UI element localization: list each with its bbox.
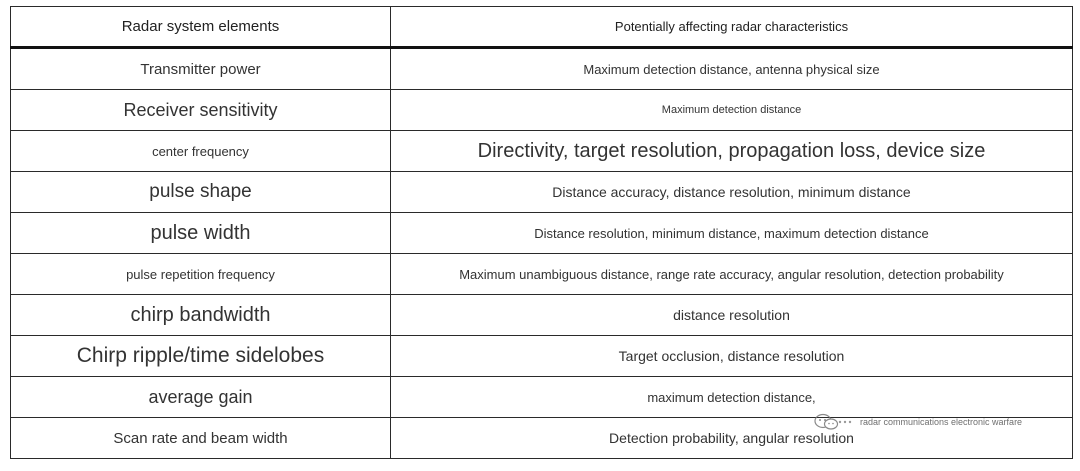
element-cell: average gain	[11, 377, 391, 418]
element-cell: Receiver sensitivity	[11, 90, 391, 131]
table-row	[11, 295, 1073, 336]
table-row	[11, 131, 1073, 172]
element-cell: chirp bandwidth	[11, 295, 391, 336]
effects-cell: distance resolution	[391, 295, 1073, 336]
element-cell: pulse shape	[11, 172, 391, 213]
table-row	[11, 48, 1073, 90]
table-row	[11, 336, 1073, 377]
element-cell: Chirp ripple/time sidelobes	[11, 336, 391, 377]
effects-cell: Directivity, target resolution, propagation loss, device size	[391, 131, 1073, 172]
table-row	[11, 213, 1073, 254]
table-header-row	[11, 7, 1073, 48]
effects-cell: Detection probability, angular resolution	[391, 418, 1073, 459]
watermark-text: radar communications electronic warfare	[860, 417, 1023, 427]
element-cell: pulse width	[11, 213, 391, 254]
radar-elements-table	[10, 6, 1073, 459]
effects-cell: Target occlusion, distance resolution	[391, 336, 1073, 377]
element-cell: Scan rate and beam width	[11, 418, 391, 459]
effects-cell: Distance accuracy, distance resolution, minimum distance	[391, 172, 1073, 213]
element-cell: center frequency	[11, 131, 391, 172]
header-affected-characteristics: Potentially affecting radar characteristics	[391, 7, 1073, 48]
table-row	[11, 172, 1073, 213]
element-cell: pulse repetition frequency	[11, 254, 391, 295]
effects-cell: Maximum detection distance	[391, 90, 1073, 131]
wechat-icon	[812, 412, 856, 432]
watermark	[812, 412, 1022, 432]
effects-cell: maximum detection distance,	[391, 377, 1073, 418]
effects-cell: Maximum unambiguous distance, range rate accuracy, angular resolution, detection probability	[391, 254, 1073, 295]
effects-cell: Distance resolution, minimum distance, maximum detection distance	[391, 213, 1073, 254]
effects-cell: Maximum detection distance, antenna physical size	[391, 48, 1073, 90]
radar-elements-table-container	[10, 6, 1072, 459]
table-row	[11, 254, 1073, 295]
header-radar-system-elements: Radar system elements	[11, 7, 391, 48]
table-row	[11, 90, 1073, 131]
element-cell: Transmitter power	[11, 48, 391, 90]
